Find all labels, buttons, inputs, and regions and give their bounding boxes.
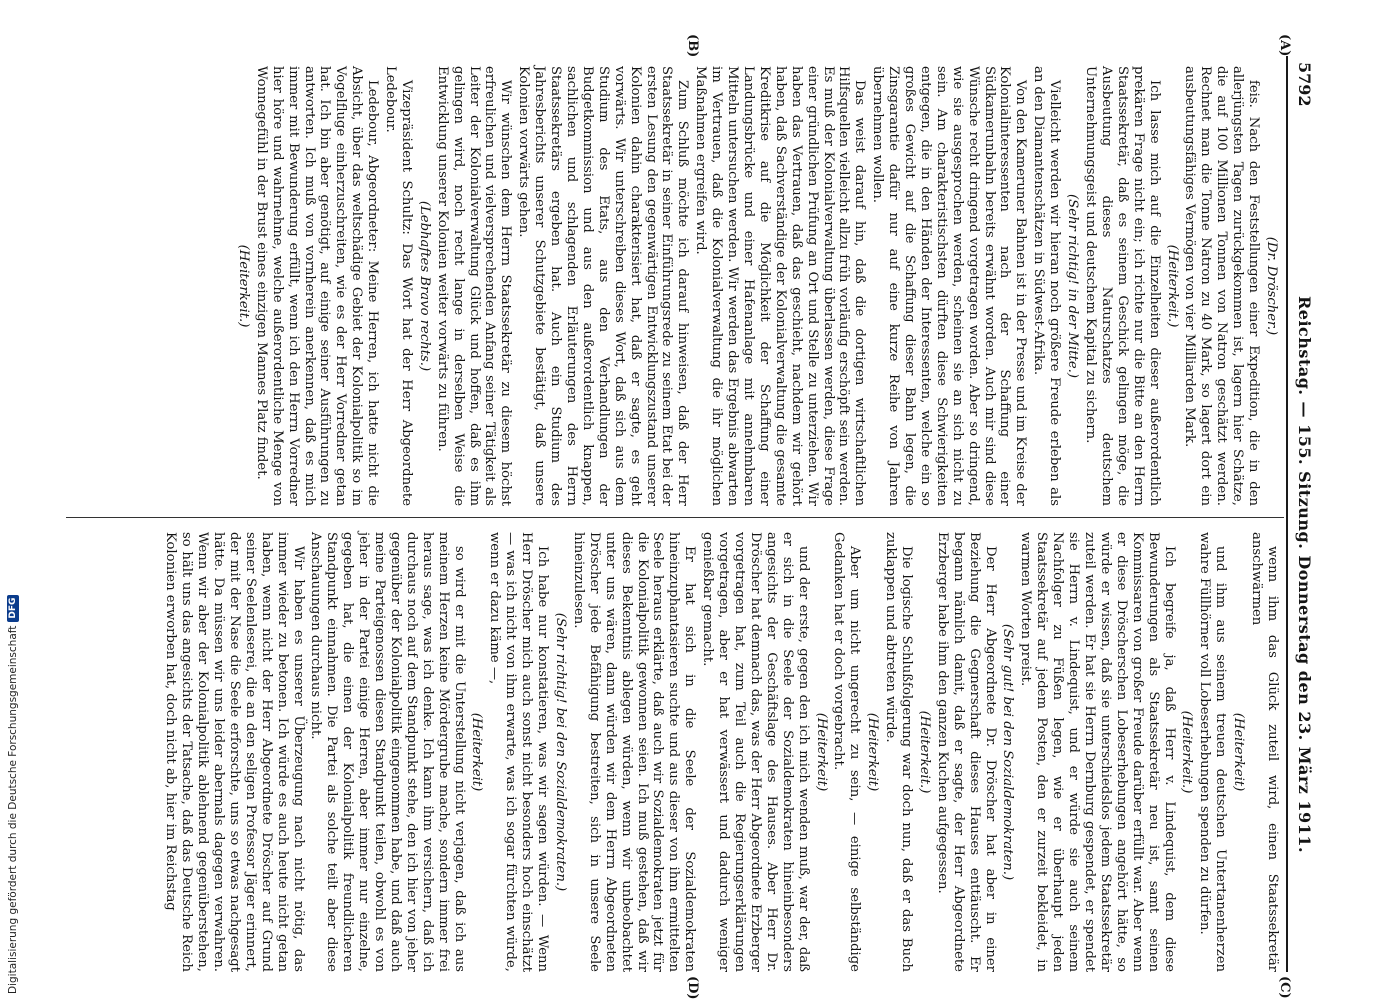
column-separator <box>66 517 1284 518</box>
paragraph: Ich lasse mich auf die Einzelheiten dieser außerordentlich prekären Frage nicht ein; ich richte nur die Bitte an den Herrn Staatssekretär, daß es seinem Geschick gelingen möge, die Ausbeutung dieses Naturschatzes deutschem Unternehmungsgeist und deutschem Kapital zu sichern. <box>1083 66 1162 506</box>
paragraph: so wird er mit die Unterstellung nicht verjagen, daß ich aus meinem Herzen keine Mördergrube mache, sondern immer frei heraus sage, was ich denke. Ich kann ihm versichern, daß ich durchaus noch auf dem Standpunkt stehe, den ich hier von jeher gegenüber der Kolonialpolitik eingenommen habe, und daß auch meine Parteigenossen diesen Standpunkt teilen, obwohl es von jeher in der Partei einige Herren, aber immer nur einzelne, gegeben hat, die einen der Kolonialpolitik freundlicheren Standpunkt einnahmen. Die Partei als solche teilt aber diese Anschauungen durchaus nicht. <box>308 532 467 972</box>
paragraph: Vielleicht werden wir hieran noch größere Freude erleben als an den Diamantenschätzen in Südwest-Afrika. <box>1031 66 1063 506</box>
interjection: (Sehr gut! bei den Sozialdemokraten.) <box>1000 623 1016 881</box>
right-column <box>160 532 1280 972</box>
margin-mark-c: (C) <box>1277 976 1292 999</box>
interjection: (Heiterkeit.) <box>1179 710 1195 794</box>
document-page <box>61 34 1316 1000</box>
interjection: (Heiterkeit.) <box>1164 244 1180 328</box>
footer-text: Digitalisierung gefördert durch die Deutsche Forschungsgemeinschaft <box>7 625 19 994</box>
paragraph: Der Herr Abgeordnete Dr. Dröscher hat aber in einer Beziehung die Gegnerschaft dieses Hauses enttäuscht. Er begann nämlich damit, daß er sagte, der Herr Abgeordnete Erzberger habe ihm den ganzen Kuchen aufgegessen. <box>934 532 998 972</box>
paragraph: wenn ihm das Glück zuteil wird, einen Staatssekretär anschwärmen <box>1249 532 1280 972</box>
paragraph: Ledebour, Abgeordneter: Meine Herren, ich hatte nicht die Absicht, über das weltschädige Gebiet der Kolonialpolitik so im Vogelfluge einherzuschreiten, wie es der Herr Vorredner getan hat. Ich bin aber genötigt, auf einige seiner Ausführungen zu antworten. Ich muß von vornherein anerkennen, daß es mich immer mit Bewunderung erfüllt, wenn ich den Herrn Vorredner hier höre und wahrnehme, welche außerordentliche Menge von Wonnegefühl in der Brust eines einzigen Mannes Platz findet. <box>253 66 381 506</box>
interjection: (Dr. Dröscher.) <box>1264 236 1279 336</box>
interjection: (Heiterkeit) <box>469 712 485 792</box>
interjection: (Sehr richtig! in der Mitte.) <box>1065 194 1081 378</box>
paragraph: Aber um nicht ungerecht zu sein, — einige selbständige Gedanken hat er doch vorgebracht. <box>831 532 863 972</box>
dfg-logo: DFG <box>7 595 19 622</box>
margin-mark-a: (A) <box>1277 34 1292 57</box>
interjection: (Heiterkeit.) <box>916 710 932 794</box>
interjection: (Lebhaftes Bravo rechts.) <box>416 200 432 372</box>
paragraph: und ihm aus seinem treuen deutschen Untertanenherzen wahre Füllhörner voll Lobeserhebungen spenden zu dürfen. <box>1197 532 1229 972</box>
margin-mark-d: (D) <box>685 976 700 1000</box>
paragraph: Zum Schluß möchte ich darauf hinweisen, daß der Herr Staatssekretär in seiner Einführungsrede zu seinem Etat bei der ersten Lesung den gegenwärtigen Entwicklungszustand unserer Kolonien dahin charakterisiert hat, daß er sagte, es geht vorwärts. Wir unterschreiben dieses Wort, daß sich aus dem Studium des Etats, aus den Verhandlungen der Budgetkommission und aus den außerordentlich knappen, sachlichen und schlagenden Erläuterungen des Herrn Staatssekretärs ergeben hat. Auch ein Studium des Jahresberichts unserer Schutzgebiete bestätigt, daß unsere Kolonien vorwärts gehen. <box>516 66 691 506</box>
paragraph: Wir wünschen dem Herrn Staatssekretär zu diesem höchst erfreulichen und vielversprechenden Anfang seiner Tätigkeit als Leiter der Kolonialverwaltung Glück und hoffen, daß es ihm gelingen wird, noch recht lange in derselben Weise die Entwicklung unserer Kolonien weiter vorwärts zu führen. <box>434 66 514 506</box>
interjection: (Heiterkeit.) <box>235 244 251 328</box>
interjection: (Heiterkeit) <box>1231 712 1247 792</box>
paragraph: Er hat sich in die Seele der Sozialdemokraten hineinzuphantasieren suchte und aus dieser von ihm ermittelten Seele heraus erklärte, daß auch wir Sozialdemokraten jetzt für die Kolonialpolitik gewonnen seien. Ich muß gestehen, daß wir dieses Bekenntnis ablegen würden, wenn wir unbeobachtet unter uns wären, dann würden wir dem Herrn Abgeordneten Dröscher jede Befähigung bestreiten, sich in unsere Seele hineinzulesen. <box>570 532 698 972</box>
footer-credit <box>2 597 24 994</box>
left-column <box>233 66 1280 506</box>
header-rule <box>1286 56 1288 972</box>
paragraph: Ich begreife ja, daß Herr v. Lindequist, dem diese Bewunderungen als Staatssekretär neu ist, samt seinen Kommissaren von großer Freude darüber erfüllt war. Aber wenn er diese Dröscherschen Lobeserhebungen angehört hätte, so würde er wissen, daß sie unterschiedslos jedem Staatssekretär zuteil werden. Er hat sie Herrn Dernburg gespendet, er spendet sie Herrn v. Lindequist, und er würde sie auch seinem Nachfolger zu Füßen legen, wie er überhaupt jeden Staatssekretär auf jedem Posten, den er zurzeit bekleidet, in warmen Worten preist. <box>1018 532 1177 972</box>
paragraph: Von den Kameruner Bahnen ist in der Presse und im Kreise der Kolonialinteressenten nach der Schaffung einer Südkamerunbahn bereits erwähnt worden. Auch mir sind diese Wünsche recht dringend vorgetragen worden. Aber so dringend, wie sie ausgesprochen werden, scheinen sie an sich nicht zu sein. Am charakteristischsten dürften diese Schwierigkeiten entgegen, die in den Händen der Interessenten, welche ein so großes Gewicht auf die Schaffung dieser Bahn legen, die Zinsgarantie dafür nur auf eine kurze Reihe von Jahren übernehmen wollen. <box>870 66 1029 506</box>
paragraph: Wir haben es unserer Überzeugung nach nicht nötig, das immer wieder zu betonen. Ich würde es auch heute nicht getan haben, wenn nicht der Herr Abgeordnete Dröscher auf Grund seiner Seelenleserei, die an den seligen Professor Jäger erinnert, der mit der Nase die Seele erforschte, uns so etwas nachgesagt hätte. Da müssen wir uns leider abermals dagegen verwahren. Wenn wir aber der Kolonialpolitik ablehnend gegenüberstehen, so hält uns das angesichts der Tatsache, daß das Deutsche Reich Kolonien erworben hat, doch nicht ab, hier im Reichstag <box>163 532 306 972</box>
paragraph: und der erste, gegen den ich mich wenden muß, war der, daß er sich in die Seele der Sozialdemokraten hineinbesonders angesichts der Geschäftslage des Hauses. Aber Herr Dr. Dröscher hat demnach das, was der Herr Abgeordnete Erzberger vorgetragen hat, zum Teil auch die Regierungserklärungen vorgetragen, aber er hat verwässert und dadurch weniger genießbar gemacht. <box>700 532 811 972</box>
running-title: Reichstag. — 155. Sitzung. Donnerstag den 23. März 1911. <box>1295 296 1314 854</box>
paragraph: Das weist darauf hin, daß die dortigen wirtschaftlichen Hilfsquellen vielleicht allzu früh vorläufig erschöpft sein werden. Es muß der Kolonialverwaltung überlassen werden, diese Frage einer gründlichen Prüfung an Ort und Stelle zu unterziehen. Wir haben das Vertrauen, daß das geschieht, nachdem wir gehört haben, daß Sachverständige der Kolonialverwaltung die gesamte Kreditkrise auf die Möglichkeit der Schaffung einer Landungsbrücke und einer Hafenanlage mit annehmbaren Mitteln untersuchen werden. Wir werden das Ergebnis abwarten im Vertrauen, daß die Kolonialverwaltung die ihr möglichen Maßnahmen ergreifen wird. <box>693 66 868 506</box>
margin-mark-b: (B) <box>685 34 700 58</box>
paragraph: Die logische Schlußfolgerung war doch nun, daß er das Buch zuklappen und abtreten würde. <box>883 532 915 972</box>
interjection: (Heiterkeit) <box>813 712 829 792</box>
page-number: 5792 <box>1295 62 1314 107</box>
interjection: (Sehr richtig! bei den Sozialdemokraten.) <box>553 612 569 892</box>
paragraph: feis. Nach den Feststellungen einer Expedition, die in den allerjüngsten Tagen zurückgekommen ist, lagern hier Schätze, die auf 100 Millionen Tonnen von Natron geschätzt werden. Rechnet man die Tonne Natron zu 40 Mark, so lagert dort ein ausbeutungsfähiges Vermögen von vier Milliarden Mark. <box>1182 66 1262 506</box>
paragraph: Ich habe nur konstatieren, was wir sagen würden. — Wenn Herr Dröscher mich auch sonst nicht besonders hoch einschätzt — was ich nicht von ihm erwarte, was ich sogar fürchten würde, wenn er dazu käme —, <box>487 532 551 972</box>
page-header <box>1290 56 1316 972</box>
paragraph: Vizepräsident Schultz: Das Wort hat der Herr Abgeordnete Ledebour. <box>383 66 414 506</box>
interjection: (Heiterkeit) <box>865 712 881 792</box>
